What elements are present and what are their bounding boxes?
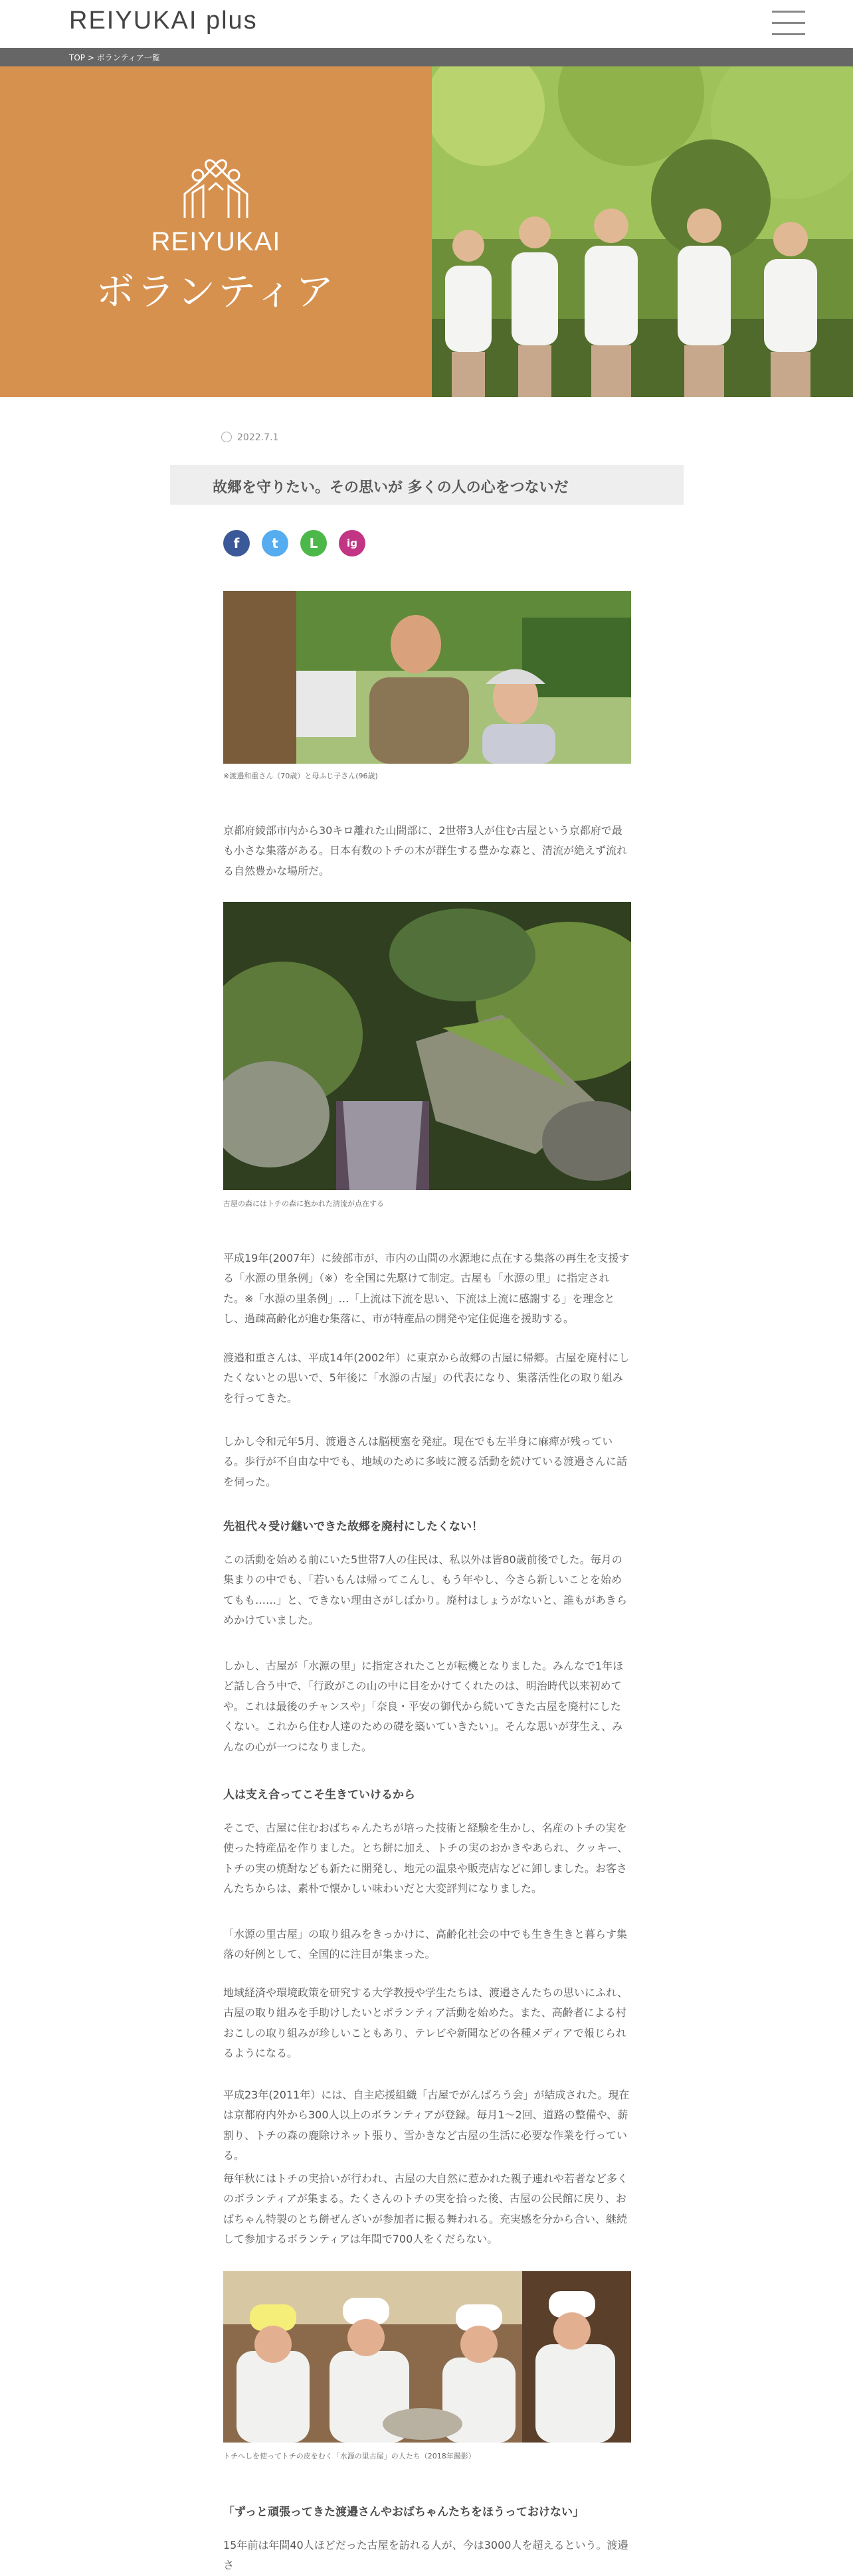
- breadcrumb-text[interactable]: TOP > ボランティア一覧: [69, 53, 160, 62]
- hero-title: ボランティア: [96, 270, 336, 313]
- instagram-share-icon[interactable]: ig: [339, 530, 365, 557]
- paragraph: 地域経済や環境政策を研究する大学教授や学生たちは、渡邉さんたちの思いにふれ、古屋の取り組みを手助けしたいとボランティア活動を始めた。また、高齢者による村おこしの取り組みが珍しいこともあり、テレビや新聞などの各種メディアで報じられるようになる。: [223, 1986, 628, 2060]
- paragraph: しかし令和元年5月、渡邉さんは脳梗塞を発症。現在でも左半身に麻痺が残っている。歩行が不自由な中でも、地域のために多岐に渡る活動を続けている渡邉さんに話を伺った。: [223, 1435, 628, 1488]
- facebook-share-icon[interactable]: f: [223, 530, 250, 557]
- photo-stream: [223, 902, 631, 1190]
- site-logo[interactable]: REIYUKAI plus: [69, 7, 258, 35]
- paragraph: 平成23年(2011年）には、自主応援組織「古屋でがんばろう会」が結成された。現在は京都府内外から300人以上のボランティアが登録。毎月1～2回、道路の整備や、薪割り、トチの森の鹿除けネット張り、雪かきなど古屋の生活に必要な作業を行っている。: [223, 2089, 630, 2162]
- paragraph: この活動を始める前にいた5世帯7人の住民は、私以外は皆80歳前後でした。毎月の集まりの中でも、「若いもんは帰ってこんし、もう年やし、今さら新しいことを始めてもも……」と、できない理由さがしばかり。廃村はしょうがないと、誰もがあきらめかけていました。: [223, 1553, 628, 1627]
- photo-caption: 古屋の森にはトチの森に抱かれた清流が点在する: [223, 1199, 384, 1208]
- article-date: [221, 432, 278, 443]
- site-header: [0, 0, 853, 48]
- clock-icon: [221, 432, 232, 442]
- article-title-bar: [170, 465, 684, 505]
- section-heading: 先祖代々受け継いできた故郷を廃村にしたくない！: [223, 1520, 483, 1533]
- hamburger-menu-icon[interactable]: [772, 8, 805, 39]
- paragraph: 渡邉和重さんは、平成14年(2002年）に東京から故郷の古屋に帰郷。古屋を廃村にしたくないとの思いで、5年後に「水源の古屋」の代表になり、集落活性化の取り組みを行ってきた。: [223, 1351, 630, 1405]
- paragraph: 京都府綾部市内から30キロ離れた山間部に、2世帯3人が住む古屋という京都府で最も小さな集落がある。日本有数のトチの木が群生する豊かな森と、清流が絶えず流れる自然豊かな場所だ。: [223, 824, 628, 877]
- photo-group: [223, 2271, 631, 2443]
- paragraph: 15年前は年間40人ほどだった古屋を訪れる人が、今は3000人を超えるという。渡邉さ: [223, 2539, 628, 2572]
- paragraph: 「水源の里古屋」の取り組みをきっかけに、高齢化社会の中でも生き生きと暮らす集落の好例として、全国的に注目が集まった。: [223, 1928, 628, 1961]
- hero-photo: [432, 66, 853, 397]
- article-title: 故郷を守りたい。その思いが 多くの人の心をつないだ: [213, 479, 569, 496]
- photo-caption: トチへしを使ってトチの皮をむく「水源の里古屋」の人たち（2018年撮影）: [223, 2452, 476, 2460]
- section-heading: 人は支え合ってこそ生きていけるから: [223, 1788, 415, 1802]
- photo-caption: ※渡邉和重さん（70歳）と母ふじ子さん(96歳): [223, 772, 378, 780]
- volunteer-logo-icon: [178, 145, 254, 219]
- line-share-icon[interactable]: L: [300, 530, 327, 557]
- date-text: 2022.7.1: [237, 432, 279, 443]
- paragraph: そこで、古屋に住むおばちゃんたちが培った技術と経験を生かし、名産のトチの実を使った特産品を作りました。とち餅に加え、トチの実のおかきやあられ、クッキー、トチの実の焼酎なども新たに開発し、地元の温泉や販売店などに卸しました。お客さんたちからは、素朴で懐かしい味わいだと大変評判になりました。: [223, 1822, 628, 1895]
- hero-banner: [0, 66, 432, 397]
- breadcrumb: [0, 48, 853, 66]
- section-heading: 「ずっと頑張ってきた渡邉さんやおばちゃんたちをほうっておけない」: [223, 2506, 584, 2519]
- paragraph: 毎年秋にはトチの実拾いが行われ、古屋の大自然に惹かれた親子連れや若者など多くのボランティアが集まる。たくさんのトチの実を拾った後、古屋の公民館に戻り、おばちゃん特製のとち餅ぜんざいが参加者に振る舞われる。充実感を分から合い、継続して参加するボランティアは年間で700人をくだらない。: [223, 2172, 628, 2246]
- hero-title-latin: REIYUKAI: [151, 227, 281, 256]
- paragraph: しかし、古屋が「水源の里」に指定されたことが転機となりました。みんなで1年ほど話し合う中で、「行政がこの山の中に目をかけてくれたのは、明治時代以来初めてや。これは最後のチャンスや」「奈良・平安の御代から続いてきた古屋を廃村にしたくない。これから住む人達のための礎を築いていきたい」。そんな思いが芽生え、みんなの心が一つになりました。: [223, 1660, 624, 1753]
- twitter-share-icon[interactable]: t: [262, 530, 288, 557]
- photo-portrait: [223, 591, 631, 764]
- paragraph: 平成19年(2007年）に綾部市が、市内の山間の水源地に点在する集落の再生を支援する「水源の里条例」（※）を全国に先駆けて制定。古屋も「水源の里」に指定された。※「水源の里条例」…「上流は下流を思い、下流は上流に感謝する」を理念とし、過疎高齢化が進む集落に、市が特産品の開発や定住促進を援助する。: [223, 1252, 630, 1326]
